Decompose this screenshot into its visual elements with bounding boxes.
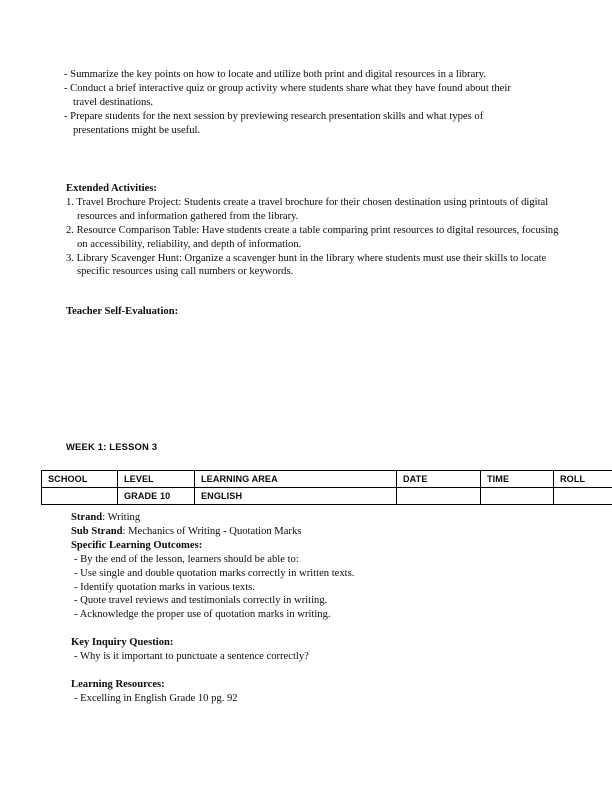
table-cell-roll[interactable] [554,488,612,505]
list-item: - By the end of the lesson, learners should be able to: [74,553,299,565]
strand-line [71,511,531,525]
table-header-school: SCHOOL [42,471,118,488]
spacer [71,664,531,678]
teacher-self-evaluation-heading: Teacher Self-Evaluation: [66,306,179,317]
table-cell-level[interactable]: GRADE 10 [118,488,195,505]
sub-strand-label: Sub Strand [71,525,123,537]
table-header-learning-area: LEARNING AREA [195,471,397,488]
learning-outcomes-list [71,553,531,623]
table-cell-time[interactable] [481,488,554,505]
week-lesson-header: WEEK 1: LESSON 3 [66,441,158,452]
list-item: - Quote travel reviews and testimonials correctly in writing. [74,595,328,607]
table-header-row [42,471,612,488]
table-header-roll: ROLL [554,471,612,488]
table-row [42,488,612,505]
list-item: 1. Travel Brochure Project: Students create a travel brochure for their chosen destination using printouts of digital resources and information gathered from the library. [66,196,549,222]
learning-resources-list [71,692,531,706]
extended-activities-heading: Extended Activities: [66,183,157,194]
table-header-date: DATE [397,471,481,488]
key-inquiry-question-list [71,650,531,664]
sub-strand-value: : Mechanics of Writing - Quotation Marks [122,525,302,537]
extended-activities-section [66,182,564,279]
learning-resources-heading: Learning Resources: [71,678,165,690]
table-header-time: TIME [481,471,554,488]
list-item: - Prepare students for the next session by previewing research presentation skills and what types of presentations might be useful. [64,110,484,136]
list-item: - Excelling in English Grade 10 pg. 92 [74,692,238,704]
key-inquiry-question-heading: Key Inquiry Question: [71,637,174,649]
list-item: - Identify quotation marks in various texts. [74,581,255,593]
closing-activities-list [64,68,526,138]
strand-value: : Writing [102,512,141,523]
list-item: - Conduct a brief interactive quiz or group activity where students share what they have found about their travel destinations. [64,82,511,108]
strand-label: Strand [71,512,103,523]
table-cell-learning-area[interactable]: ENGLISH [195,488,397,505]
table-header-level: LEVEL [118,471,195,488]
specific-learning-outcomes-heading: Specific Learning Outcomes: [71,539,203,551]
table-cell-school[interactable] [42,488,118,505]
table-cell-date[interactable] [397,488,481,505]
lesson-details-section [71,511,531,706]
list-item: - Acknowledge the proper use of quotation marks in writing. [74,609,331,621]
list-item: 2. Resource Comparison Table: Have students create a table comparing print resources to digital resources, focusing on accessibility, reliability, and depth of information. [66,224,559,250]
sub-strand-line [71,525,531,539]
list-item: - Use single and double quotation marks correctly in written texts. [74,567,355,579]
lesson-info-table [41,470,612,505]
list-item: 3. Library Scavenger Hunt: Organize a scavenger hunt in the library where students must use their skills to locate specific resources using call numbers or keywords. [66,252,547,278]
spacer [71,622,531,636]
list-item: - Summarize the key points on how to locate and utilize both print and digital resources in a library. [64,69,487,80]
list-item: - Why is it important to punctuate a sentence correctly? [74,651,309,663]
